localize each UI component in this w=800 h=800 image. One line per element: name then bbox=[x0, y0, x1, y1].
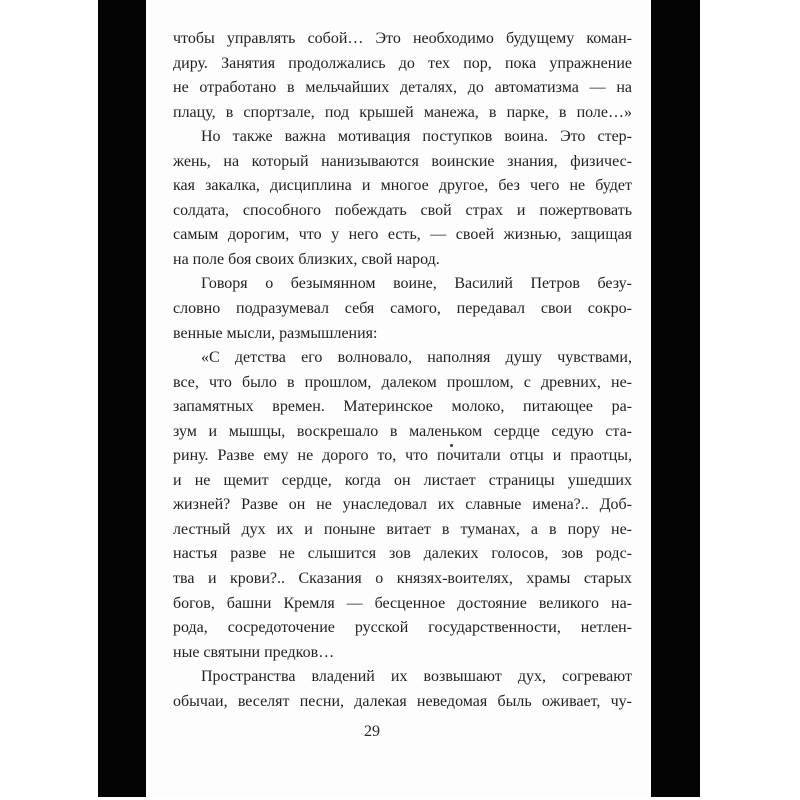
text-line: тва и крови?.. Сказания о князях-воителях, храмы старых bbox=[173, 570, 632, 588]
text-line: кая закалка, дисциплина и многое другое, без чего не будет bbox=[173, 177, 632, 195]
photo-backdrop bbox=[98, 0, 700, 797]
text-line: плацу, в спортзале, под крышей манежа, в парке, в поле…» bbox=[173, 103, 632, 121]
text-line: Говоря о безымянном воине, Василий Петров безу- bbox=[201, 275, 632, 293]
text-line: настья разве не слышится зов далеких голосов, зов родс- bbox=[173, 545, 632, 563]
text-line: рину. Разве ему не дорого то, что почитали отцы и праотцы, bbox=[173, 447, 632, 465]
text-line: солдата, способного побеждать свой страх и пожертвовать bbox=[173, 201, 632, 219]
text-line: ные святыни предков… bbox=[173, 643, 335, 661]
print-speck bbox=[450, 444, 453, 447]
text-line: «С детства его волновало, наполняя душу чувствами, bbox=[201, 349, 632, 367]
text-line: Пространства владений их возвышают дух, согревают bbox=[201, 668, 632, 686]
text-line: рода, сосредоточение русской государственности, нетлен- bbox=[173, 619, 632, 637]
text-line: и не щемит сердце, когда он листает страницы ушедших bbox=[173, 471, 632, 489]
text-line: обычаи, веселят песни, далекая неведомая быль оживает, чу- bbox=[173, 692, 632, 710]
text-line: все, что было в прошлом, далеком прошлом, с древних, не- bbox=[173, 373, 632, 391]
text-line: чтобы управлять собой… Это необходимо будущему коман- bbox=[173, 30, 632, 47]
page-number: 29 bbox=[364, 723, 380, 740]
text-line: словно подразумевал себя самого, передавал свои сокро- bbox=[173, 300, 632, 318]
book-page bbox=[146, 0, 651, 797]
text-line: диру. Занятия продолжались до тех пор, пока упражнение bbox=[173, 54, 632, 72]
text-line: жень, на который нанизываются воинские знания, физичес- bbox=[173, 152, 632, 170]
text-line: не отработано в мельчайших деталях, до автоматизма — на bbox=[173, 79, 632, 97]
text-line: запамятных времен. Материнское молоко, питающее ра- bbox=[173, 398, 632, 416]
text-line: зум и мышцы, воскрешало в маленьком сердце седую ста- bbox=[173, 422, 632, 440]
text-line: лестный дух их и поныне витает в туманах, а в пору не- bbox=[173, 520, 632, 538]
text-line: на поле боя своих близких, свой народ. bbox=[173, 250, 440, 268]
text-line: самым дорогим, что у него есть, — своей жизнью, защищая bbox=[173, 226, 632, 244]
text-line: венные мысли, размышления: bbox=[173, 324, 378, 342]
text-line: богов, башни Кремля — бесценное достояние великого на- bbox=[173, 594, 632, 612]
page-text bbox=[173, 27, 632, 714]
text-line: Но также важна мотивация поступков воина. Это стер- bbox=[201, 128, 632, 146]
text-line: жизней? Разве он не унаследовал их славные имена?.. Доб- bbox=[173, 496, 632, 514]
